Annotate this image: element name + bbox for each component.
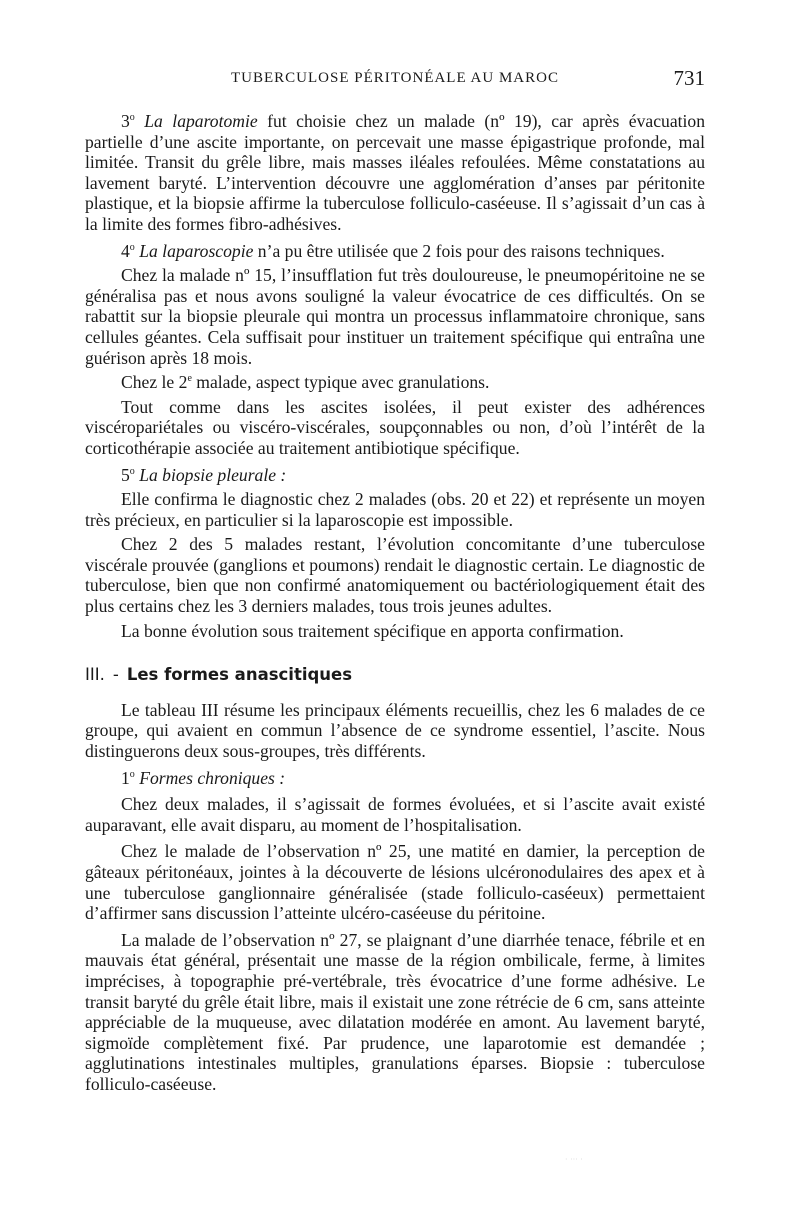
degree-mark: o <box>129 768 135 780</box>
body-text <box>85 111 705 1101</box>
paragraph-text: malade, aspect typique avec granulations. <box>191 372 490 393</box>
item-number: 5 <box>121 464 130 485</box>
page-header <box>85 66 705 96</box>
paragraph-deux-malades: Chez deux malades, il s’agissait de formes évoluées, et si l’ascite avait existé auparavant, elle avait disparu, au moment de l’hospitalisation. <box>85 794 705 835</box>
section-number: III. <box>85 665 105 685</box>
item-number: 3 <box>121 111 130 131</box>
section-title: Les formes anascitiques <box>126 665 353 685</box>
paragraph-malade-15: Chez la malade nº 15, l’insufflation fut très douloureuse, le pneumopéritoine ne se généralisa pas et nous avons souligné la valeur évocatrice de ces difficultés. On se rabattit sur la biopsie pleurale qui montra un processus inflammatoire chronique, sans cellules géantes. Cela suffisait pour instituer un traitement spécifique qui entraîna une guérison après 18 mois. <box>85 265 705 368</box>
item-number: 4 <box>121 240 130 261</box>
paragraph-second-malade <box>85 372 705 393</box>
degree-mark: o <box>129 241 135 253</box>
paragraph-laparoscopie <box>85 241 705 262</box>
paragraph-laparotomie <box>85 111 705 235</box>
section-separator: - <box>112 665 119 685</box>
paragraph-biopsie-heading <box>85 465 705 486</box>
ordinal-mark: e <box>187 373 192 385</box>
paragraph-observation-27: La malade de l’observation nº 27, se plaignant d’une diarrhée tenace, fébrile et en mauvais état général, présentait une masse de la région ombilicale, ferme, à limites imprécises, à topographie pré-vertébrale, très évocatrice d’une forme adhésive. Le transit baryté du grêle était libre, mais il existait une zone rétrécie de 6 cm, sans atteinte appréciable de la muqueuse, avec dilatation modérée en amont. Au lavement baryté, sigmoïde complètement fixé. Par prudence, une laparotomie est demandée ; agglutinations intestinales multiples, granulations éparses. Biopsie : tuberculose folliculo-caséeuse. <box>85 929 705 1094</box>
item-title: La biopsie pleurale : <box>139 464 287 485</box>
paragraph-text: fut choisie chez un malade (nº 19), car après évacuation partielle d’une ascite importante, on percevait une masse épigastrique profonde, mal limitée. Transit du grêle libre, mais masses iléales refoulées. Même constatations au lavement baryté. L’intervention découvre une agglomération d’anses par péritonite plastique, et la biopsie affirme la tuberculose folliculo-caséeuse. Il s’agissait d’un cas à la limite des formes fibro-adhésives. <box>85 111 705 234</box>
item-title: Formes chroniques : <box>139 767 286 788</box>
paragraph-formes-chroniques-heading <box>85 768 705 789</box>
paragraph-text: n’a pu être utilisée que 2 fois pour des raisons techniques. <box>253 240 665 261</box>
paragraph-text: Chez le 2 <box>121 372 188 393</box>
scan-smudge: · ··· · <box>565 1155 583 1164</box>
page-number: 731 <box>673 66 705 90</box>
paragraph-biopsie: Elle confirma le diagnostic chez 2 malades (obs. 20 et 22) et représente un moyen très précieux, en particulier si la laparoscopie est impossible. <box>85 489 705 530</box>
item-title: La laparotomie <box>144 111 258 131</box>
paragraph-adherences: Tout comme dans les ascites isolées, il peut exister des adhérences viscéropariétales ou viscéro-viscérales, soupçonnables ou non, d’où l’intérêt de la corticothérapie associée au traitement antibiotique spécifique. <box>85 396 705 458</box>
item-number: 1 <box>121 767 130 788</box>
item-title: La laparoscopie <box>139 240 254 261</box>
paragraph-confirmation: La bonne évolution sous traitement spécifique en apporta confirmation. <box>121 620 624 641</box>
section-heading <box>85 665 705 686</box>
degree-mark: o <box>129 112 135 123</box>
paragraph-observation-25: Chez le malade de l’observation nº 25, une matité en damier, la perception de gâteaux péritonéaux, jointes à la découverte de lésions ulcéronodulaires des apex et à une tuberculose ganglionnaire généralisée (stade folliculo-caséeux) permettaient d’affirmer sans discussion l’atteinte ulcéro-caséeuse du péritoine. <box>85 841 705 924</box>
degree-mark: o <box>129 465 135 477</box>
paragraph-evolution: Chez 2 des 5 malades restant, l’évolution concomitante d’une tuberculose viscérale prouvée (ganglions et poumons) rendait le diagnostic certain. Le diagnostic de tuberculose, bien que non confirmé anatomiquement ou bactériologiquement était des plus certains chez les 3 derniers malades, tous trois jeunes adultes. <box>85 534 705 617</box>
paragraph-tableau: Le tableau III résume les principaux éléments recueillis, chez les 6 malades de ce groupe, qui avaient en commun l’absence de ce syndrome essentiel, l’ascite. Nous distinguerons deux sous-groupes, très différents. <box>85 699 705 762</box>
running-title: TUBERCULOSE PÉRITONÉALE AU MAROC <box>231 70 559 86</box>
